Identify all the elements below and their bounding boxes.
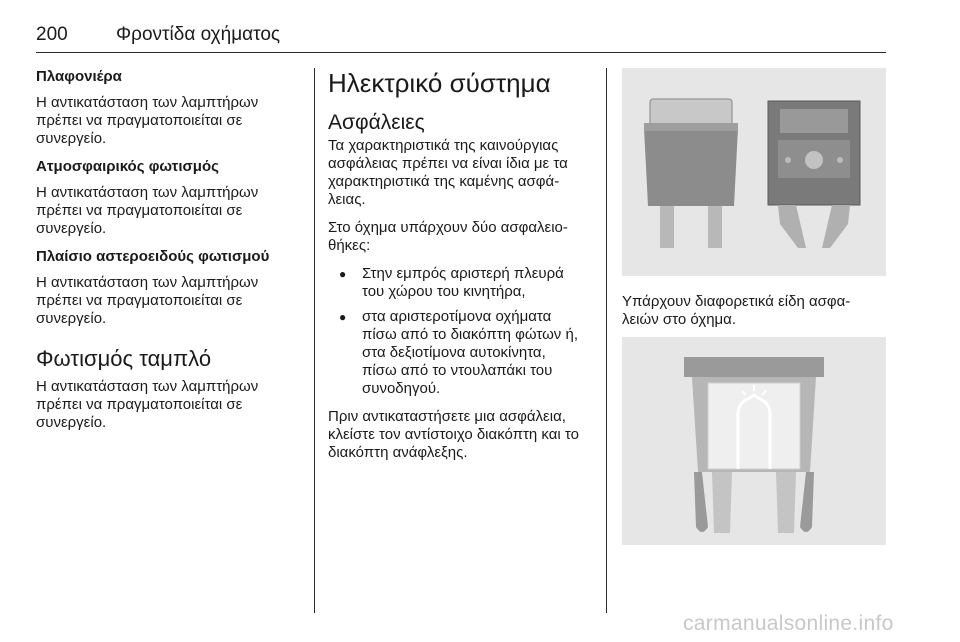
mini-fuse-icon [768,101,860,248]
section-text [36,378,306,432]
text-line: Η αντικατάσταση των λαμπτήρων [36,378,259,395]
left-column [36,68,306,442]
text-line: συνεργείο. [36,414,107,431]
page-number: 200 [36,24,68,45]
text-line: Η αντικατάσταση των λαμπτήρων [36,274,259,291]
text-line: Η αντικατάσταση των λαμπτήρων [36,94,259,111]
section-dashboard-illumination [36,346,306,432]
blade-fuse-illustration [622,337,886,545]
text-line: Στο όχημα υπάρχουν δύο ασφαλειο- [328,219,568,236]
section-text [36,274,306,328]
list-item [328,265,596,301]
paragraph-fuse-specs [328,137,596,209]
text-line: του χώρου του κινητήρα, [362,283,526,300]
text-line: ασφάλειας πρέπει να είναι ίδια με τα [328,155,568,172]
text-line: συνεργείο. [36,220,107,237]
section-interior-light [36,68,306,148]
middle-column [328,68,596,472]
text-line: διακόπτη ανάφλεξης. [328,444,468,461]
section-text [36,184,306,238]
section-heading: Πλαφονιέρα [36,68,122,85]
text-line: χαρακτηριστικά της καμένης ασφά- [328,173,560,190]
text-line: ● στα αριστεροτίμονα οχήματα [362,308,552,325]
section-heading-fuses: Ασφάλειες [328,111,425,134]
text-line: ● Στην εμπρός αριστερή πλευρά [362,265,564,282]
fuse-types-illustration [622,68,886,276]
list-item [328,308,596,398]
figure-blade-fuse [622,337,886,545]
text-line: πίσω από το ντουλαπάκι του [362,362,553,379]
paragraph-fuse-boxes [328,219,596,255]
text-line: πρέπει να πραγματοποιείται σε [36,396,243,413]
blade-fuse-icon [684,357,824,533]
section-text [36,94,306,148]
text-line: θήκες: [328,237,371,254]
text-line: Η αντικατάσταση των λαμπτήρων [36,184,259,201]
chapter-title: Φροντίδα οχήματος [116,24,281,45]
text-line: συνεργείο. [36,130,107,147]
figure-caption [622,293,886,329]
text-line: συνοδηγού. [362,380,441,397]
paragraph-before-replacing [328,408,596,462]
column-divider-right [606,68,607,613]
section-heading: Πλαίσιο αστεροειδούς φωτισμού [36,248,270,265]
text-line: πρέπει να πραγματοποιείται σε [36,202,243,219]
text-line: πρέπει να πραγματοποιείται σε [36,112,243,129]
chapter-heading: Ηλεκτρικό σύστημα [328,68,551,98]
fuse-box-list [328,265,596,398]
text-line: κλείστε τον αντίστοιχο διακόπτη και το [328,426,579,443]
maxi-fuse-icon [644,99,738,248]
section-ambient-light [36,158,306,238]
page-header [36,22,886,53]
text-line: λειών στο όχημα. [622,311,737,328]
text-line: Πριν αντικαταστήσετε μια ασφάλεια, [328,408,566,425]
text-line: Υπάρχουν διαφορετικά είδη ασφα- [622,293,851,310]
text-line: στα δεξιοτίμονα αυτοκίνητα, [362,344,546,361]
figure-fuse-types [622,68,886,276]
watermark: carmanualsonline.info [683,612,894,635]
section-heading-large: Φωτισμός ταμπλό [36,346,212,371]
section-heading: Ατμοσφαιρικός φωτισμός [36,158,219,175]
text-line: πίσω από το διακόπτη φώτων ή, [362,326,578,343]
section-starry-sky [36,248,306,328]
text-line: πρέπει να πραγματοποιείται σε [36,292,243,309]
column-divider-left [314,68,315,613]
text-line: λειας. [328,191,366,208]
text-line: συνεργείο. [36,310,107,327]
text-line: Τα χαρακτηριστικά της καινούργιας [328,137,559,154]
